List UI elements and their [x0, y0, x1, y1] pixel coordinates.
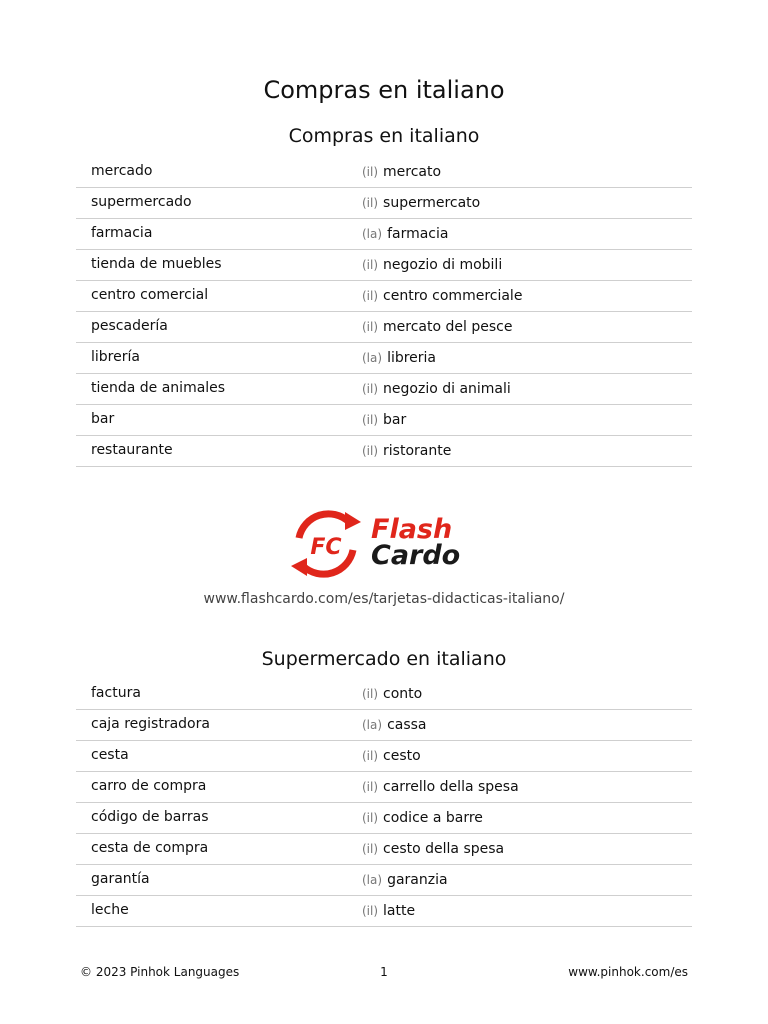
footer-copyright: © 2023 Pinhok Languages: [80, 965, 240, 979]
footer-page-number: 1: [380, 965, 388, 979]
source-word: cesta: [91, 747, 129, 763]
target-word: [362, 810, 483, 826]
article: (la): [362, 873, 383, 887]
section-title-supermarket: Supermercado en italiano: [261, 648, 507, 670]
logo-text-flash: Flash: [371, 514, 453, 545]
table-row: [76, 219, 692, 250]
table-row: [76, 250, 692, 281]
source-word: tienda de muebles: [91, 256, 222, 272]
source-word: factura: [91, 685, 141, 701]
target-word: [362, 443, 451, 459]
source-word: pescadería: [91, 318, 168, 334]
translation: cesto: [383, 748, 421, 764]
translation: libreria: [387, 350, 437, 366]
source-word: garantía: [91, 871, 150, 887]
table-row: [76, 803, 692, 834]
target-word: [362, 164, 441, 180]
target-word: [362, 257, 502, 273]
translation: codice a barre: [383, 810, 483, 826]
target-word: [362, 288, 522, 304]
table-row: [76, 188, 692, 219]
source-word: farmacia: [91, 225, 153, 241]
source-word: cesta de compra: [91, 840, 209, 856]
target-word: [362, 319, 512, 335]
source-word: centro comercial: [91, 287, 209, 303]
flashcardo-logo-mark-icon: [289, 508, 367, 580]
flashcardo-link[interactable]: www.flashcardo.com/es/tarjetas-didacticas-italiano/: [203, 591, 565, 607]
article: (il): [362, 749, 379, 763]
source-word: bar: [91, 411, 115, 427]
source-word: caja registradora: [91, 716, 210, 732]
translation: negozio di animali: [383, 381, 511, 397]
table-row: [76, 436, 692, 467]
source-word: mercado: [91, 163, 153, 179]
article: (il): [362, 811, 379, 825]
section-title-shopping: Compras en italiano: [288, 125, 480, 147]
translation: conto: [383, 686, 423, 702]
table-row: [76, 343, 692, 374]
table-row: [76, 374, 692, 405]
source-word: librería: [91, 349, 140, 365]
article: (il): [362, 842, 379, 856]
target-word: [362, 226, 448, 242]
translation: ristorante: [383, 443, 452, 459]
translation: mercato del pesce: [383, 319, 513, 335]
target-word: [362, 841, 504, 857]
target-word: [362, 350, 436, 366]
vocab-table-supermarket: [76, 679, 692, 927]
target-word: [362, 748, 421, 764]
page-title: Compras en italiano: [263, 76, 505, 104]
table-row: [76, 741, 692, 772]
logo-mark-text: FC: [310, 535, 342, 560]
source-word: tienda de animales: [91, 380, 226, 396]
translation: supermercato: [383, 195, 481, 211]
target-word: [362, 903, 415, 919]
translation: centro commerciale: [383, 288, 523, 304]
translation: cassa: [387, 717, 427, 733]
article: (la): [362, 718, 383, 732]
article: (il): [362, 196, 379, 210]
article: (il): [362, 289, 379, 303]
article: (il): [362, 258, 379, 272]
translation: bar: [383, 412, 407, 428]
translation: farmacia: [387, 226, 449, 242]
article: (il): [362, 687, 379, 701]
article: (il): [362, 165, 379, 179]
target-word: [362, 779, 519, 795]
table-row: [76, 679, 692, 710]
target-word: [362, 381, 511, 397]
table-row: [76, 312, 692, 343]
logo-text-cardo: Cardo: [371, 540, 461, 571]
flashcardo-logo: [289, 508, 479, 580]
source-word: leche: [91, 902, 129, 918]
translation: cesto della spesa: [383, 841, 505, 857]
target-word: [362, 686, 422, 702]
article: (la): [362, 227, 383, 241]
translation: negozio di mobili: [383, 257, 503, 273]
table-row: [76, 865, 692, 896]
table-row: [76, 772, 692, 803]
table-row: [76, 157, 692, 188]
source-word: restaurante: [91, 442, 173, 458]
translation: garanzia: [387, 872, 448, 888]
translation: mercato: [383, 164, 442, 180]
article: (il): [362, 413, 379, 427]
target-word: [362, 195, 480, 211]
target-word: [362, 412, 406, 428]
table-row: [76, 281, 692, 312]
table-row: [76, 405, 692, 436]
source-word: carro de compra: [91, 778, 207, 794]
translation: carrello della spesa: [383, 779, 519, 795]
article: (il): [362, 904, 379, 918]
target-word: [362, 717, 427, 733]
article: (il): [362, 780, 379, 794]
article: (il): [362, 444, 379, 458]
source-word: código de barras: [91, 809, 209, 825]
table-row: [76, 896, 692, 927]
vocab-table-shopping: [76, 157, 692, 467]
table-row: [76, 834, 692, 865]
table-row: [76, 710, 692, 741]
article: (il): [362, 320, 379, 334]
article: (la): [362, 351, 383, 365]
footer-url-link[interactable]: www.pinhok.com/es: [568, 965, 688, 979]
article: (il): [362, 382, 379, 396]
source-word: supermercado: [91, 194, 192, 210]
target-word: [362, 872, 448, 888]
translation: latte: [383, 903, 416, 919]
